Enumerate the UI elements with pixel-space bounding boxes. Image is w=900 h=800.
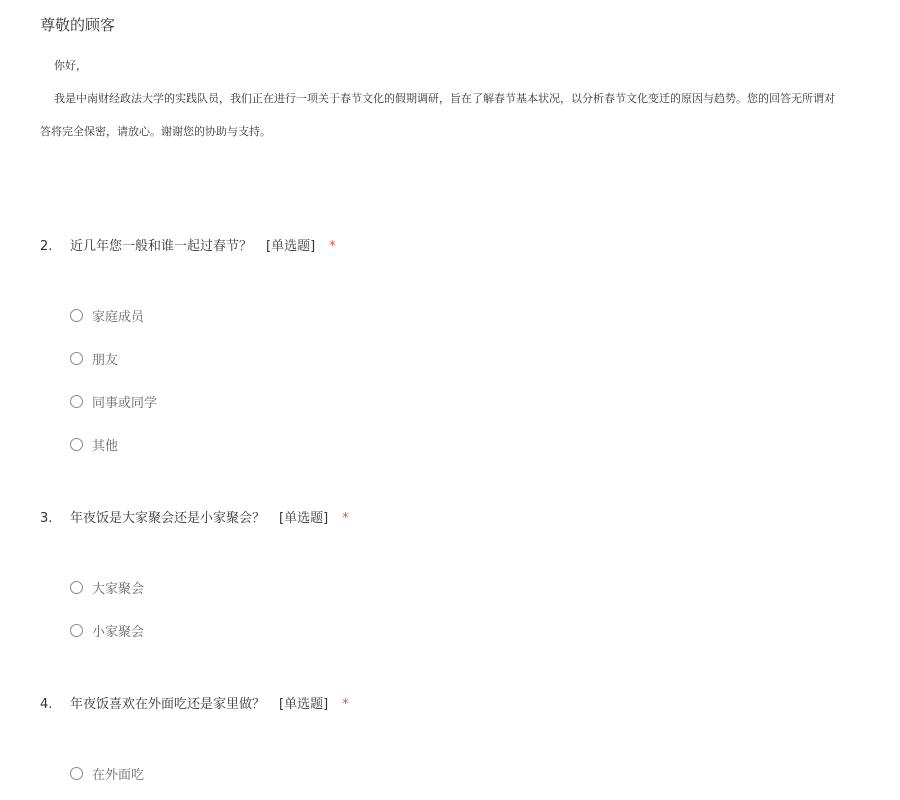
radio-button[interactable] <box>70 309 83 322</box>
required-mark: * <box>342 697 349 712</box>
option-label: 大家聚会 <box>92 581 145 597</box>
question-text: 年夜饭是大家聚会还是小家聚会？ <box>70 511 266 526</box>
required-mark: * <box>329 239 336 254</box>
required-mark: * <box>342 511 349 526</box>
option-other[interactable] <box>70 434 118 454</box>
radio-button[interactable] <box>70 624 83 637</box>
question-number: 4. <box>40 697 53 712</box>
intro-paragraph-line-2: 答将完全保密，请放心。谢谢您的协助与支持。 <box>40 125 271 138</box>
option-colleagues-classmates[interactable] <box>70 391 157 411</box>
option-label: 家庭成员 <box>92 309 145 325</box>
question-number: 3. <box>40 511 53 526</box>
radio-button[interactable] <box>70 352 83 365</box>
option-small-family-gathering[interactable] <box>70 620 144 640</box>
question-type-badge: [单选题] <box>279 697 329 712</box>
option-eat-out[interactable] <box>70 763 144 783</box>
question-type-badge: [单选题] <box>266 239 316 254</box>
radio-button[interactable] <box>70 395 83 408</box>
radio-button[interactable] <box>70 438 83 451</box>
question-3 <box>40 507 349 527</box>
option-label: 朋友 <box>92 352 119 368</box>
greeting-title: 尊敬的顾客 <box>40 16 116 34</box>
question-2 <box>40 235 336 255</box>
question-4 <box>40 693 349 713</box>
radio-button[interactable] <box>70 581 83 594</box>
option-label: 其他 <box>92 438 119 454</box>
question-number: 2. <box>40 239 53 254</box>
radio-button[interactable] <box>70 767 83 780</box>
option-label: 在外面吃 <box>92 767 145 783</box>
intro-hello: 你好， <box>54 59 87 72</box>
option-label: 同事或同学 <box>92 395 158 411</box>
question-type-badge: [单选题] <box>279 511 329 526</box>
option-label: 小家聚会 <box>92 624 145 640</box>
question-text: 近几年您一般和谁一起过春节？ <box>70 239 253 254</box>
intro-paragraph-line-1: 我是中南财经政法大学的实践队员，我们正在进行一项关于春节文化的假期调研，旨在了解春节基本状况，以分析春节文化变迁的原因与趋势。您的回答无所谓对 <box>54 92 835 105</box>
question-text: 年夜饭喜欢在外面吃还是家里做？ <box>70 697 266 712</box>
option-friends[interactable] <box>70 348 118 368</box>
option-family-members[interactable] <box>70 305 144 325</box>
option-big-family-gathering[interactable] <box>70 577 144 597</box>
